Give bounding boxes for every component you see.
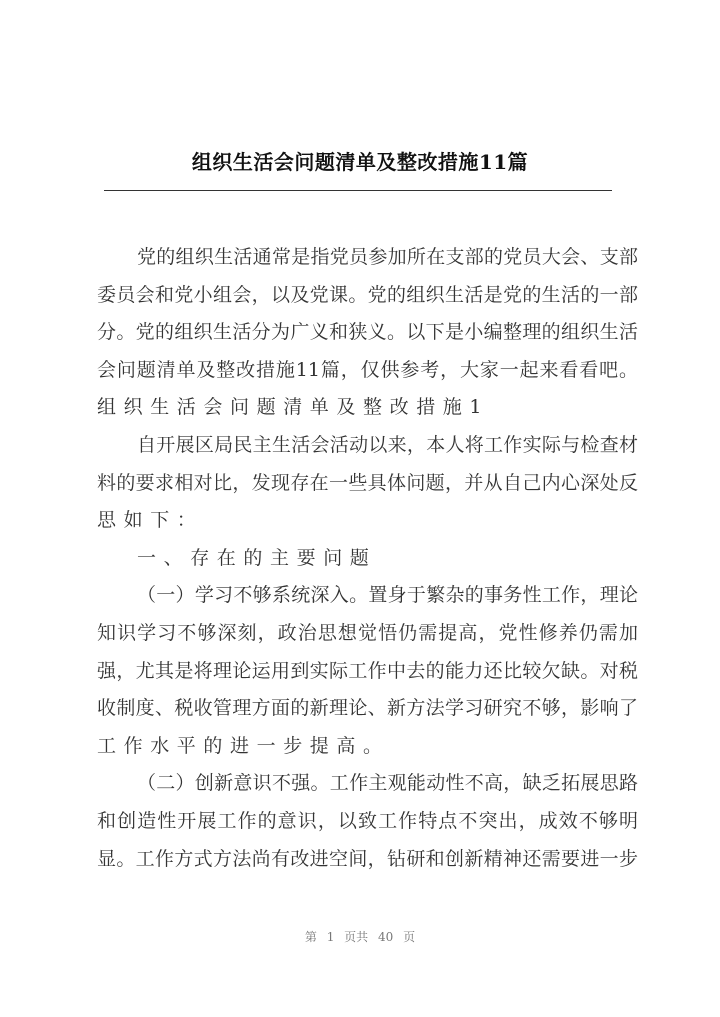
document-body (97, 239, 638, 878)
paragraph-line: 料的要求相对比，发现存在一些具体问题，并从自己内心深处反 (97, 471, 638, 494)
paragraph-line: 强，尤其是将理论运用到实际工作中去的能力还比较欠缺。对税 (97, 659, 638, 682)
paragraph-line: 思如下： (97, 509, 204, 532)
document-title: 组织生活会问题清单及整改措施11篇 (191, 150, 529, 174)
paragraph-line: 收制度、税收管理方面的新理论、新方法学习研究不够，影响了 (97, 697, 638, 720)
section-heading: 组织生活会问题清单及整改措施1 (97, 396, 490, 419)
paragraph-line: 显。工作方式方法尚有改进空间，钻研和创新精神还需要进一步 (97, 847, 638, 870)
paragraph-line: 党的组织生活通常是指党员参加所在支部的党员大会、支部 (137, 246, 638, 268)
paragraph-line: （一）学习不够系统深入。置身于繁杂的事务性工作，理论 (137, 584, 638, 607)
paragraph-line: 知识学习不够深刻，政治思想觉悟仍需提高，党性修养仍需加 (97, 621, 638, 644)
paragraph-line: 和创造性开展工作的意识，以致工作特点不突出，成效不够明 (97, 809, 638, 832)
subsection-heading: 一、存在的主要问题 (137, 546, 377, 569)
title-divider (104, 190, 612, 191)
paragraph-line: （二）创新意识不强。工作主观能动性不高，缺乏拓展思路 (137, 772, 638, 795)
paragraph-line: 自开展区局民主生活会活动以来，本人将工作实际与检查材 (137, 433, 638, 456)
paragraph-line: 工作水平的进一步提高。 (97, 734, 390, 757)
paragraph-line: 委员会和党小组会，以及党课。党的组织生活是党的生活的一部 (97, 283, 638, 306)
paragraph-line: 会问题清单及整改措施11篇，仅供参考，大家一起来看看吧。 (97, 358, 638, 381)
paragraph-line: 分。党的组织生活分为广义和狭义。以下是小编整理的组织生活 (97, 321, 638, 344)
page-footer: 第 1 页共 40 页 (304, 930, 416, 944)
